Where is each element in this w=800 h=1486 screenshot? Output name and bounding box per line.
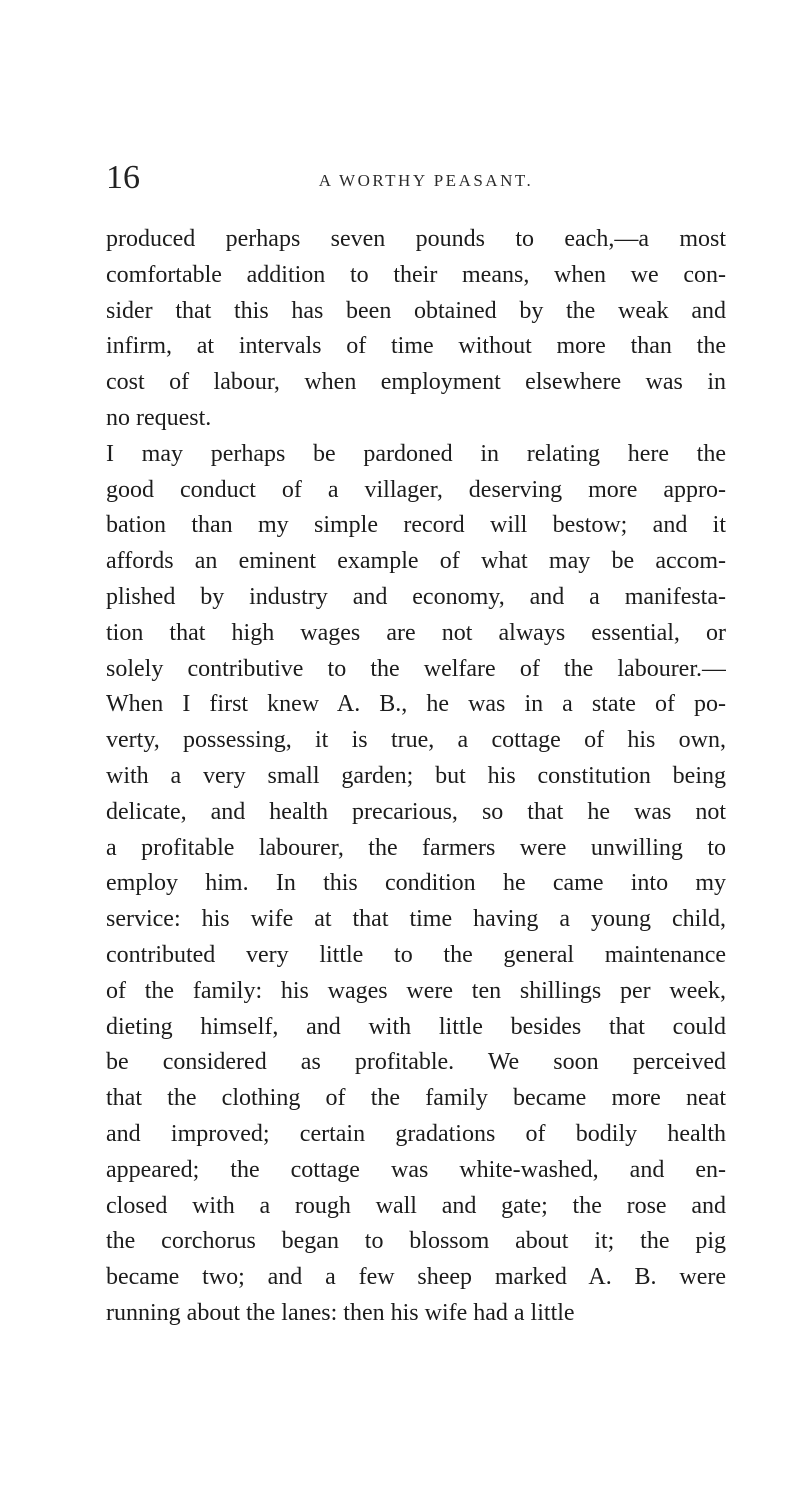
text-line: employ him. In this condition he came into my: [106, 870, 726, 897]
text-line: produced perhaps seven pounds to each,—a most: [106, 226, 726, 252]
text-line: service: his wife at that time having a young child,: [106, 906, 726, 933]
text-line: bation than my simple record will bestow; and it: [106, 512, 726, 539]
text-line: the corchorus began to blossom about it; the pig: [106, 1228, 726, 1255]
text-line: a profitable labourer, the farmers were unwilling to: [106, 834, 726, 861]
body-text: [106, 222, 726, 1332]
text-line: dieting himself, and with little besides that could: [106, 1013, 726, 1040]
text-line: comfortable addition to their means, when we con-: [106, 261, 726, 288]
text-line: closed with a rough wall and gate; the rose and: [106, 1192, 726, 1219]
text-line: affords an eminent example of what may be accom-: [106, 548, 726, 575]
text-line: sider that this has been obtained by the weak and: [106, 297, 726, 324]
text-line: be considered as profitable. We soon perceived: [106, 1049, 726, 1076]
text-line: with a very small garden; but his constitution being: [106, 762, 726, 789]
text-line: delicate, and health precarious, so that he was not: [106, 798, 726, 825]
text-line: that the clothing of the family became more neat: [106, 1085, 726, 1112]
text-line: appeared; the cottage was white-washed, and en-: [106, 1156, 726, 1183]
text-line: I may perhaps be pardoned in relating here the: [106, 440, 726, 467]
text-line: of the family: his wages were ten shillings per week,: [106, 977, 726, 1004]
text-line: When I first knew A. B., he was in a state of po-: [106, 691, 726, 718]
text-line: contributed very little to the general maintenance: [106, 941, 726, 968]
text-line: cost of labour, when employment elsewhere was in: [106, 369, 726, 396]
text-line: solely contributive to the welfare of the labourer.—: [106, 655, 726, 682]
page-number: 16: [106, 159, 140, 196]
page-header: [106, 160, 726, 196]
running-head: A WORTHY PEASANT.: [318, 171, 534, 190]
text-line: infirm, at intervals of time without more than the: [106, 333, 726, 360]
text-line: tion that high wages are not always essential, or: [106, 619, 726, 646]
text-line: no request.: [106, 404, 212, 431]
text-line: became two; and a few sheep marked A. B. were: [106, 1264, 726, 1291]
text-line: running about the lanes: then his wife had a little: [106, 1299, 575, 1326]
text-line: plished by industry and economy, and a manifesta-: [106, 583, 726, 610]
text-line: good conduct of a villager, deserving more appro-: [106, 476, 726, 503]
text-line: and improved; certain gradations of bodily health: [106, 1120, 726, 1147]
text-line: verty, possessing, it is true, a cottage of his own,: [106, 727, 726, 754]
